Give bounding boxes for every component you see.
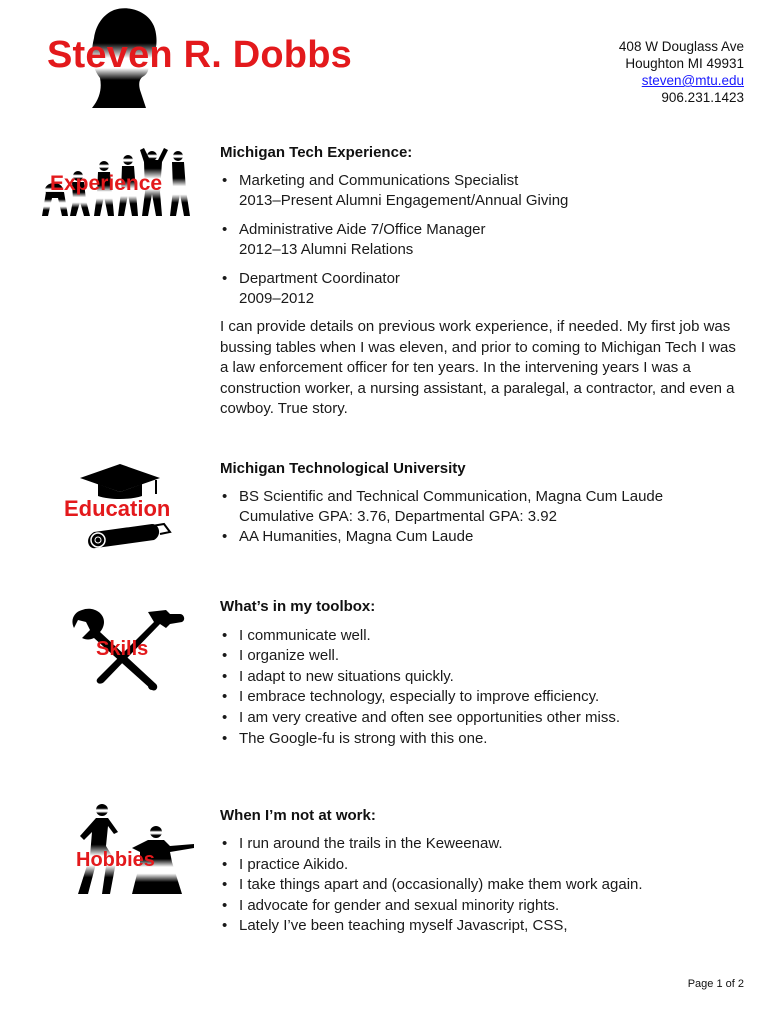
skills-heading: What’s in my toolbox: [220,598,376,615]
hobbies-icon-label: Hobbies [76,849,155,871]
education-icon-label: Education [64,496,171,521]
job-title: • Administrative Aide 7/Office Manager [239,221,486,238]
job-detail: 2012–13 Alumni Relations [239,241,414,258]
list-item: • I adapt to new situations quickly. [220,667,740,688]
list-item [220,220,740,260]
list-item [220,269,740,309]
list-item: • Lately I’ve been teaching myself Javascript, CSS, [220,916,740,936]
skills-section [220,597,740,749]
hobbies-heading: When I’m not at work: [220,807,376,824]
education-section [220,459,740,547]
hobbies-list [220,834,740,936]
address-line-1: 408 W Douglass Ave [618,39,744,54]
job-detail: 2013–Present Alumni Engagement/Annual Giving [239,192,569,209]
list-item: • The Google-fu is strong with this one. [220,729,740,750]
list-item: • I advocate for gender and sexual minority rights. [220,896,740,916]
degree-title: • BS Scientific and Technical Communication, Magna Cum Laude [239,488,664,505]
address-line-2: Houghton MI 49931 [625,56,744,71]
education-heading: Michigan Technological University [220,460,466,477]
experience-icon-label: Experience [50,172,163,195]
experience-paragraph: I can provide details on previous work experience, if needed. My first job was bussing tables when I was eleven, and prior to coming to Michigan Tech I was a law enforcement officer for ten years. In the intervening years I was a construction worker, a nursing assistant, a paralegal, a contractor, and even a cowboy. True story. [220,318,736,417]
job-detail: 2009–2012 [239,290,315,307]
contact-block [619,38,744,106]
skills-icon-label: Skills [96,638,149,660]
job-title: • Department Coordinator [239,270,400,287]
page-number: Page 1 of 2 [687,978,744,990]
list-item [220,171,740,211]
hobbies-section [220,806,740,936]
list-item: • I am very creative and often see opportunities other miss. [220,708,740,729]
list-item: • I communicate well. [220,626,740,647]
degree-detail: Cumulative GPA: 3.76, Departmental GPA: 3.92 [239,508,557,525]
list-item: • I take things apart and (occasionally) make them work again. [220,875,740,895]
list-item [220,527,740,547]
list-item: • I practice Aikido. [220,855,740,875]
degree-title: • AA Humanities, Magna Cum Laude [239,528,474,545]
list-item: • I organize well. [220,646,740,667]
experience-heading: Michigan Tech Experience: [220,144,413,161]
job-title: • Marketing and Communications Specialist [239,172,519,189]
list-item [220,487,740,527]
phone-number: 906.231.1423 [661,90,744,105]
email-link[interactable]: steven@mtu.edu [641,73,744,88]
skills-list [220,626,740,750]
resume-name: Steven R. Dobbs [47,34,352,76]
experience-list [220,171,740,309]
experience-section [220,143,740,420]
list-item: • I run around the trails in the Keweenaw. [220,834,740,854]
education-list [220,487,740,547]
list-item: • I embrace technology, especially to improve efficiency. [220,687,740,708]
